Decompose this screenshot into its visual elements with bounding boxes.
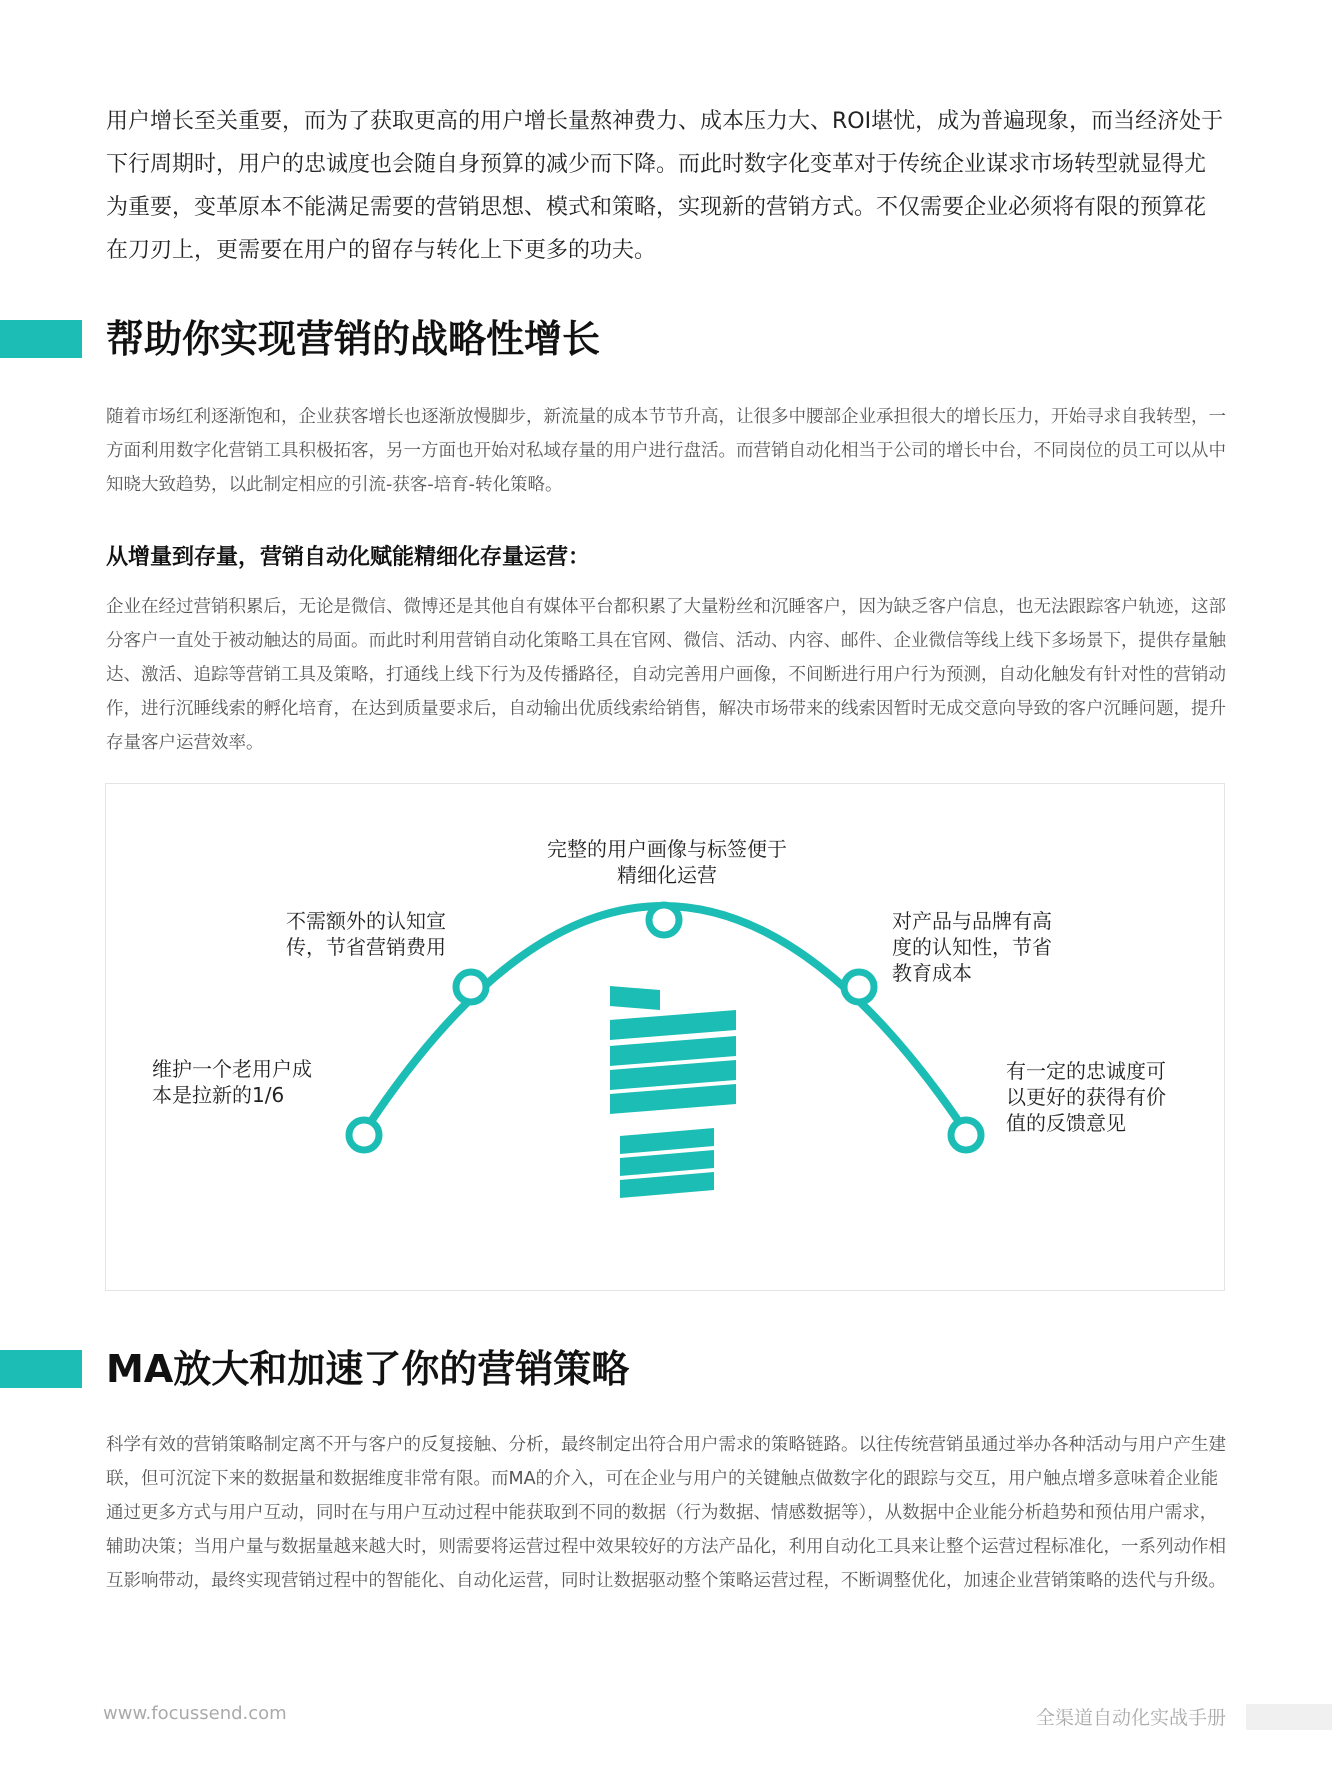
footer-website-link[interactable]: www.focussend.com bbox=[103, 1703, 287, 1724]
benefit-label-4: 对产品与品牌有高度的认知性，节省教育成本 bbox=[892, 909, 1052, 985]
node-circle-5 bbox=[951, 1120, 981, 1150]
section-title: MA放大和加速了你的营销策略 bbox=[106, 1347, 630, 1391]
benefits-diagram bbox=[105, 783, 1225, 1291]
benefit-label-5: 有一定的忠诚度可以更好的获得有价值的反馈意见 bbox=[1006, 1059, 1166, 1135]
benefit-label-1: 维护一个老用户成本是拉新的1/6 bbox=[152, 1057, 312, 1107]
benefit-label-2: 不需额外的认知宣传，节省营销费用 bbox=[286, 909, 446, 959]
benefit-label-3: 完整的用户画像与标签便于精细化运营 bbox=[547, 837, 787, 887]
footer-handbook-title: 全渠道自动化实战手册 bbox=[1035, 1707, 1226, 1729]
stock-operation-paragraph: 企业在经过营销积累后，无论是微信、微博还是其他自有媒体平台都积累了大量粉丝和沉睡客户，因为缺乏客户信息，也无法跟踪客户轨迹，这部分客户一直处于被动触达的局面。而此时利用营销自动化策略工具在官网、微信、活动、内容、邮件、企业微信等线上线下多场景下，提供存量触达、激活、追踪等营销工具及策略，打通线上线下行为及传播路径，自动完善用户画像，不间断进行用户行为预测，自动化触发有针对性的营销动作，进行沉睡线索的孵化培育，在达到质量要求后，自动输出优质线索给销售，解决市场带来的线索因暂时无成交意向导致的客户沉睡问题，提升存量客户运营效率。 bbox=[106, 597, 1226, 753]
intro-paragraph: 用户增长至关重要，而为了获取更高的用户增长量熬神费力、成本压力大、ROI堪忧，成为普遍现象，而当经济处于下行周期时，用户的忠诚度也会随自身预算的减少而下降。而此时数字化变革对于传统企业谋求市场转型就显得尤为重要，变革原本不能满足需要的营销思想、模式和策略，实现新的营销方式。不仅需要企业必须将有限的预算花在刀刃上，更需要在用户的留存与转化上下更多的功夫。 bbox=[106, 109, 1224, 263]
node-circle-1 bbox=[349, 1120, 379, 1150]
ma-paragraph: 科学有效的营销策略制定离不开与客户的反复接触、分析，最终制定出符合用户需求的策略链路。以往传统营销虽通过举办各种活动与用户产生建联，但可沉淀下来的数据量和数据维度非常有限。而MA的介入，可在企业与用户的关键触点做数字化的跟踪与交互，用户触点增多意味着企业能通过更多方式与用户互动，同时在与用户互动过程中能获取到不同的数据（行为数据、情感数据等），从数据中企业能分析趋势和预估用户需求，辅助决策；当用户量与数据量越来越大时，则需要将运营过程中效果较好的方法产品化，利用自动化工具来让整个运营过程标准化，一系列动作相互影响带动，最终实现营销过程中的智能化、自动化运营，同时让数据驱动整个策略运营过程，不断调整优化，加速企业营销策略的迭代与升级。 bbox=[106, 1435, 1226, 1591]
section-accent-bar bbox=[0, 1350, 82, 1388]
subheading-stock-operation: 从增量到存量，营销自动化赋能精细化存量运营： bbox=[106, 545, 591, 570]
footer-page-tab bbox=[1246, 1704, 1332, 1730]
growth-paragraph: 随着市场红利逐渐饱和，企业获客增长也逐渐放慢脚步，新流量的成本节节升高，让很多中腰部企业承担很大的增长压力，开始寻求自我转型，一方面利用数字化营销工具积极拓客，另一方面也开始对私域存量的用户进行盘活。而营销自动化相当于公司的增长中台，不同岗位的员工可以从中知晓大致趋势，以此制定相应的引流-获客-培育-转化策略。 bbox=[106, 407, 1226, 495]
section-heading-growth bbox=[0, 310, 1332, 370]
node-circle-4 bbox=[844, 972, 874, 1002]
node-circle-2 bbox=[456, 972, 486, 1002]
bulb-stripes-icon bbox=[610, 986, 736, 1198]
section-accent-bar bbox=[0, 320, 82, 358]
section-heading-ma bbox=[0, 1340, 1332, 1400]
node-circle-3 bbox=[649, 905, 679, 935]
section-title: 帮助你实现营销的战略性增长 bbox=[106, 317, 601, 361]
